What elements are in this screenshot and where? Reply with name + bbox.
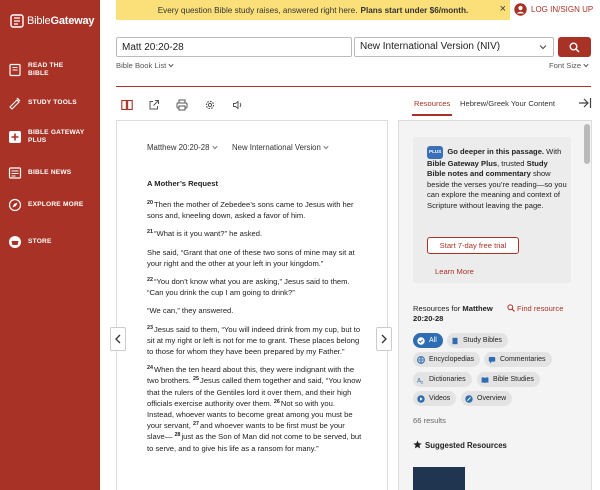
verse-text: just as the Son of Man did not come to be served, but to serve, and to give his life as a ransom for many.” xyxy=(147,432,362,453)
dictionary-icon xyxy=(417,376,425,384)
previous-chapter-button[interactable] xyxy=(110,327,126,351)
chevron-right-icon xyxy=(381,334,387,344)
verse-text: and whoever wants to be first must be your slave— xyxy=(147,421,345,442)
passage-heading: A Mother’s Request xyxy=(147,179,219,188)
sidebar-item-label: BIBLE GATEWAY PLUS xyxy=(28,129,85,144)
filter-chip-overview[interactable] xyxy=(461,391,512,406)
sidebar-item-label: BIBLE NEWS xyxy=(28,169,72,176)
verse-number: 26 xyxy=(273,398,280,405)
find-resource-link[interactable] xyxy=(507,304,567,314)
overview-icon xyxy=(465,395,473,403)
result-count: 66 results xyxy=(413,416,446,425)
passage-paragraph xyxy=(147,305,362,316)
verse-number: 22 xyxy=(147,277,153,284)
passage-paragraph xyxy=(147,364,362,454)
next-chapter-button[interactable] xyxy=(376,327,392,351)
promo-text-3: show beside the verses you’re reading—so you can explore the meaning and context of Scripture without leaving the page. xyxy=(427,169,567,210)
study-tools-icon xyxy=(8,96,22,110)
share-icon[interactable] xyxy=(148,99,160,111)
passage-search-input[interactable] xyxy=(116,37,352,57)
learn-more-link[interactable]: Learn More xyxy=(435,267,474,276)
passage-paragraph xyxy=(147,228,362,239)
promo-banner[interactable] xyxy=(116,0,510,20)
compass-icon xyxy=(8,198,22,212)
promo-study-notes: Study Bible notes and commentary xyxy=(427,158,548,179)
bible-gateway-logo[interactable] xyxy=(10,12,100,30)
filter-chip-all[interactable] xyxy=(413,333,443,348)
parallel-view-icon[interactable] xyxy=(121,99,133,111)
tab-resources[interactable]: Resources xyxy=(414,99,451,108)
close-icon[interactable]: × xyxy=(499,3,506,15)
chevron-down-icon xyxy=(539,44,547,50)
chevron-down-icon xyxy=(168,63,174,68)
chevron-down-icon xyxy=(323,145,329,150)
gear-icon[interactable] xyxy=(204,99,216,111)
plus-promo-text xyxy=(427,146,567,212)
passage-version-dropdown[interactable] xyxy=(232,143,329,152)
chip-label: Study Bibles xyxy=(463,337,502,344)
chip-label: Bible Studies xyxy=(493,376,534,383)
resources-for-text: Resources for xyxy=(413,304,461,313)
logo-mark-icon xyxy=(10,14,24,28)
filter-chip-commentaries[interactable] xyxy=(484,352,552,367)
sidebar-item-label: STORE xyxy=(28,238,52,245)
passage-paragraph xyxy=(147,199,362,221)
logo-text xyxy=(27,15,94,27)
chip-label: Commentaries xyxy=(500,356,546,363)
suggested-label: Suggested Resources xyxy=(425,441,507,450)
chip-label: Videos xyxy=(429,395,451,402)
verse-text: When the ten heard about this, they were indignant with the two brothers. xyxy=(147,365,355,386)
start-free-trial-button[interactable]: Start 7-day free trial xyxy=(427,237,519,254)
sidebar-item-study-tools[interactable] xyxy=(8,96,98,110)
verse-number: 28 xyxy=(174,432,181,439)
check-icon xyxy=(417,337,425,345)
filter-chip-dictionaries[interactable] xyxy=(413,372,472,387)
star-icon xyxy=(413,440,422,449)
print-icon[interactable] xyxy=(176,99,188,111)
filter-chip-encyclopedias[interactable] xyxy=(413,352,480,367)
active-tab-indicator xyxy=(412,114,452,116)
font-size-toggle[interactable] xyxy=(549,61,589,70)
passage-reference: Matthew 20:20-28 xyxy=(147,143,210,152)
verse-text: Jesus called them together and said, “You know that the rulers of the Gentiles lord it over them, and their high officials exercise authority over them. xyxy=(147,376,361,408)
logo-text-light: Bible xyxy=(27,15,51,27)
suggested-resources-heading xyxy=(413,440,507,450)
promo-headline: Go deeper in this passage. xyxy=(447,147,545,156)
resources-panel xyxy=(398,120,592,490)
passage-paragraph xyxy=(147,276,362,298)
chip-label: Overview xyxy=(477,395,507,402)
banner-strong-text: Plans start under $6/month. xyxy=(360,5,469,15)
bible-study-icon xyxy=(481,376,489,384)
resources-for-reference: Matthew 20:20-28 xyxy=(413,304,493,323)
header-divider xyxy=(116,86,591,87)
sidebar-item-label: STUDY TOOLS xyxy=(28,99,77,106)
svg-text:z: z xyxy=(421,379,424,384)
chip-label: Encyclopedias xyxy=(429,356,475,363)
svg-text:A: A xyxy=(417,377,422,384)
plus-promo-box xyxy=(413,137,571,283)
chevron-left-icon xyxy=(115,334,121,344)
verse-text: Not so with you. Instead, whoever wants to become great among you must be your servant, xyxy=(147,398,353,431)
sidebar-item-label: READ THE BIBLE xyxy=(28,62,64,77)
passage-version: New International Version xyxy=(232,143,321,152)
book-list-label: Bible Book List xyxy=(116,61,167,70)
chevron-down-icon xyxy=(583,63,589,68)
passage-panel xyxy=(116,120,388,490)
passage-paragraph xyxy=(147,324,362,358)
sidebar-item-read-the-bible[interactable] xyxy=(8,62,98,78)
bible-book-list-toggle[interactable] xyxy=(116,61,174,70)
video-play-icon xyxy=(417,395,425,403)
sidebar-item-label: EXPLORE MORE xyxy=(28,201,84,208)
verse-number: 24 xyxy=(147,365,153,372)
verse-number: 20 xyxy=(147,200,153,206)
passage-text xyxy=(147,199,362,461)
plus-badge: PLUS xyxy=(427,146,443,159)
resources-scrollbar[interactable] xyxy=(584,124,590,164)
verse-text: “What is it you want?” he asked. xyxy=(154,229,263,239)
book-icon xyxy=(8,63,22,77)
login-label: LOG IN/SIGN UP xyxy=(531,5,594,14)
encyclopedia-icon xyxy=(417,356,425,364)
collapse-panel-icon[interactable] xyxy=(578,97,592,109)
passage-paragraph xyxy=(147,247,362,269)
filter-chip-bible-studies[interactable] xyxy=(477,372,540,387)
tab-hebrew-greek-your-content[interactable]: Hebrew/Greek Your Content xyxy=(460,99,555,108)
search-button[interactable] xyxy=(558,37,591,57)
sidebar-item-bible-gateway-plus[interactable] xyxy=(8,129,98,145)
verse-number: 25 xyxy=(193,376,200,383)
verse-number: 21 xyxy=(147,229,153,236)
logo-text-bold: Gateway xyxy=(50,15,95,27)
version-select-value: New International Version (NIV) xyxy=(360,41,501,52)
sidebar-item-explore-more[interactable] xyxy=(8,198,98,212)
promo-plus-name: Bible Gateway Plus xyxy=(427,158,498,168)
chevron-down-icon xyxy=(212,145,218,150)
promo-text-1: With xyxy=(546,147,562,156)
study-bible-icon xyxy=(451,337,459,345)
verse-text: “You don’t know what you are asking,” Jesus said to them. “Can you drink the cup I am going to drink?” xyxy=(147,277,350,298)
search-icon xyxy=(507,304,515,312)
version-select[interactable] xyxy=(354,37,554,57)
commentary-icon xyxy=(488,356,496,364)
resources-for-label xyxy=(413,304,505,324)
chip-label: All xyxy=(429,337,437,344)
verse-number: 23 xyxy=(147,324,153,331)
verse-number: 27 xyxy=(193,421,200,428)
chip-label: Dictionaries xyxy=(429,376,466,383)
news-icon xyxy=(8,166,22,180)
search-icon xyxy=(569,42,580,53)
suggested-resource-thumbnail[interactable] xyxy=(413,467,465,490)
font-size-label: Font Size xyxy=(549,61,582,70)
sidebar-item-store[interactable] xyxy=(8,235,98,249)
filter-chip-study-bibles[interactable] xyxy=(447,333,508,348)
audio-icon[interactable] xyxy=(232,99,244,111)
store-icon xyxy=(8,235,22,249)
plus-icon xyxy=(8,130,22,144)
user-avatar-icon xyxy=(514,3,527,16)
sidebar xyxy=(0,0,100,490)
find-resource-label: Find resource xyxy=(517,304,564,313)
login-signup-link[interactable] xyxy=(514,3,593,16)
filter-chip-videos[interactable] xyxy=(413,391,456,406)
verse-text: She said, “Grant that one of these two sons of mine may sit at your right and the other at your left in your kingdom.” xyxy=(147,247,355,268)
promo-text-2: , trusted xyxy=(497,158,525,168)
passage-reference-dropdown[interactable] xyxy=(147,143,218,152)
banner-text: Every question Bible study raises, answered right here. xyxy=(157,5,358,15)
verse-text: Jesus said to them, “You will indeed drink from my cup, but to sit at my right or left is not for me to grant. These places belong to those for whom they have been prepared by my Father.” xyxy=(147,324,361,357)
sidebar-item-bible-news[interactable] xyxy=(8,166,98,180)
verse-text: Then the mother of Zebedee’s sons came to Jesus with her sons and, kneeling down, asked a favor of him. xyxy=(147,200,354,221)
verse-text: “We can,” they answered. xyxy=(147,306,234,316)
